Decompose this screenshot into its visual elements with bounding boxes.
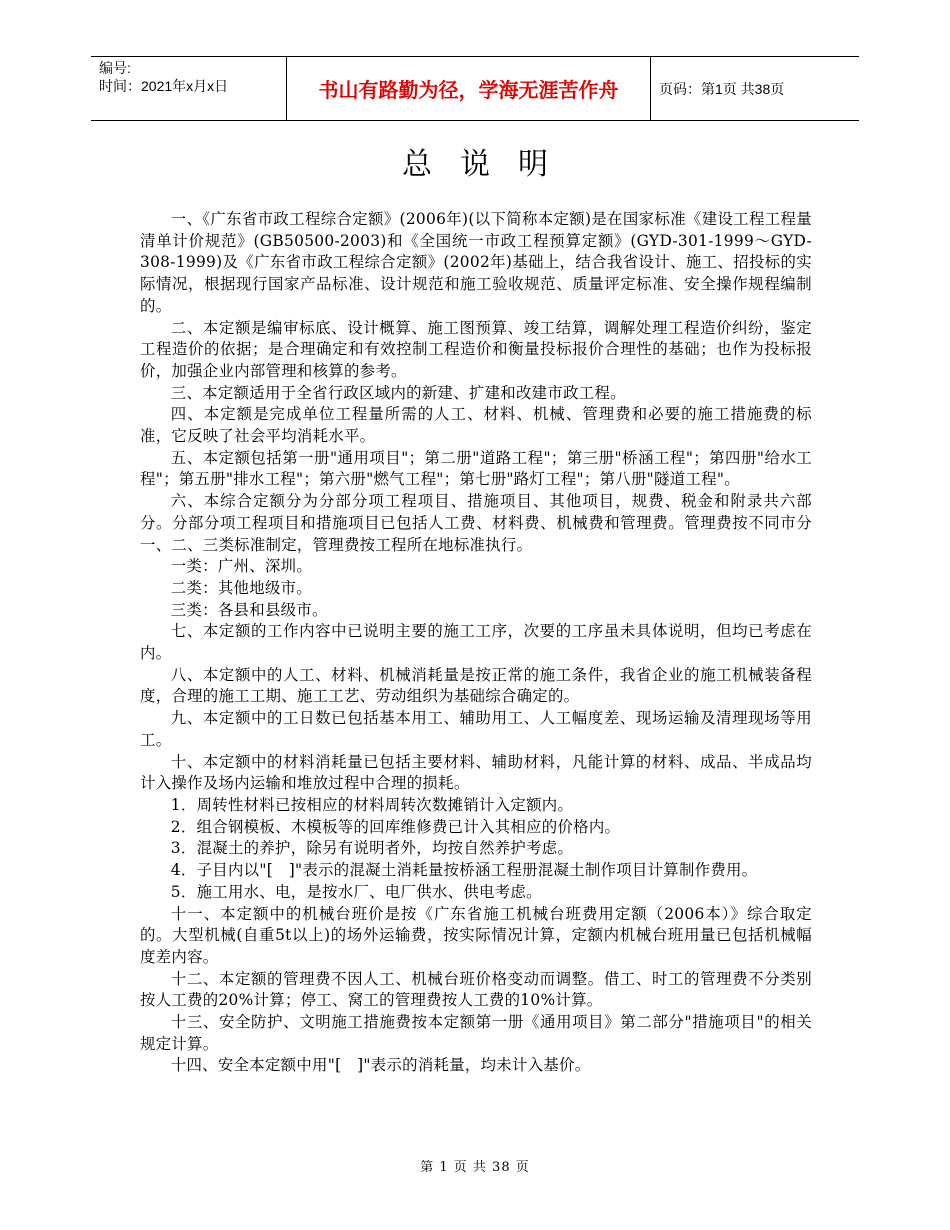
body-paragraph: 五、本定额包括第一册"通用项目"；第二册"道路工程"；第三册"桥涵工程"；第四册"给水工程"；第五册"排水工程"；第六册"燃气工程"；第七册"路灯工程"；第八册"隧道工程"。 — [140, 448, 812, 489]
document-header — [91, 56, 859, 121]
body-paragraph: 九、本定额中的工日数已包括基本用工、辅助用工、人工幅度差、现场运输及清理现场等用工。 — [140, 709, 812, 749]
body-paragraph: 六、本综合定额分为分部分项工程项目、措施项目、其他项目，规费、税金和附录共六部分。分部分项工程项目和措施项目已包括人工费、材料费、机械费和管理费。管理费按不同市分一、二、三类标准制定，管理费按工程所在地标准执行。 — [140, 492, 812, 554]
body-paragraph: 一、《广东省市政工程综合定额》(2006年)(以下简称本定额)是在国家标准《建设工程工程量清单计价规范》(GB50500-2003)和《全国统一市政工程预算定额》(GYD-301-1999～GYD-308-1999)及《广东省市政工程综合定额》(2002年)基础上，结合我省设计、施工、招投标的实际情况，根据现行国家产品标准、设计规范和施工验收规范、质量评定标准、安全操作规程编制的。 — [140, 210, 812, 315]
body-paragraph: 4．子目内以"[ ]"表示的混凝土消耗量按桥涵工程册混凝土制作项目计算制作费用。 — [170, 861, 758, 880]
header-motto: 书山有路勤为径，学海无涯苦作舟 — [287, 57, 651, 120]
body-paragraph: 一类：广州、深圳。 — [170, 557, 313, 576]
header-meta — [91, 57, 287, 120]
body-paragraph: 十三、安全防护、文明施工措施费按本定额第一册《通用项目》第二部分"措施项目"的相关规定计算。 — [140, 1013, 812, 1053]
body-paragraph: 十二、本定额的管理费不因人工、机械台班价格变动而调整。借工、时工的管理费不分类别按人工费的20%计算；停工、窝工的管理费按人工费的10%计算。 — [140, 969, 812, 1010]
body-paragraph: 七、本定额的工作内容中已说明主要的施工工序，次要的工序虽未具体说明，但均已考虑在内。 — [140, 622, 812, 663]
body-paragraph: 3．混凝土的养护，除另有说明者外，均按自然养护考虑。 — [170, 839, 574, 858]
body-paragraph: 1．周转性材料已按相应的材料周转次数摊销计入定额内。 — [170, 795, 574, 814]
body-paragraph: 三、本定额适用于全省行政区域内的新建、扩建和改建市政工程。 — [170, 383, 626, 402]
body-paragraph: 十四、安全本定额中用"[ ]"表示的消耗量，均未计入基价。 — [170, 1056, 591, 1075]
serial-label: 编号: — [99, 60, 131, 76]
body-paragraph: 十、本定额中的材料消耗量已包括主要材料、辅助材料，凡能计算的材料、成品、半成品均计入操作及场内运输和堆放过程中合理的损耗。 — [140, 752, 812, 793]
time-label: 时间：2021年x月x日 — [99, 78, 229, 94]
header-page-info: 页码：第1页 共38页 — [659, 80, 785, 97]
page-footer: 第 1 页 共 38 页 — [420, 1160, 530, 1175]
body-paragraph: 四、本定额是完成单位工程量所需的人工、材料、机械、管理费和必要的施工措施费的标准，它反映了社会平均消耗水平。 — [140, 405, 812, 446]
body-paragraph: 三类：各县和县级市。 — [170, 600, 328, 619]
page-title: 总说明 — [402, 147, 576, 182]
body-paragraph: 二类：其他地级市。 — [170, 578, 313, 597]
body-paragraph: 八、本定额中的人工、材料、机械消耗量是按正常的施工条件，我省企业的施工机械装备程度，合理的施工工期、施工工艺、劳动组织为基础综合确定的。 — [140, 665, 812, 706]
body-paragraph: 十一、本定额中的机械台班价是按《广东省施工机械台班费用定额（2006本）》综合取定的。大型机械(自重5t以上)的场外运输费，按实际情况计算，定额内机械台班用量已包括机械幅度差内容。 — [140, 904, 812, 966]
body-paragraph: 5．施工用水、电，是按水厂、电厂供水、供电考虑。 — [170, 882, 542, 901]
document-body — [140, 209, 812, 1077]
body-paragraph: 2．组合钢模板、木模板等的回库维修费已计入其相应的价格内。 — [170, 817, 621, 836]
body-paragraph: 二、本定额是编审标底、设计概算、施工图预算、竣工结算，调解处理工程造价纠纷，鉴定工程造价的依据；是合理确定和有效控制工程造价和衡量投标报价合理性的基础；也作为投标报价，加强企业内部管理和核算的参考。 — [140, 318, 812, 380]
